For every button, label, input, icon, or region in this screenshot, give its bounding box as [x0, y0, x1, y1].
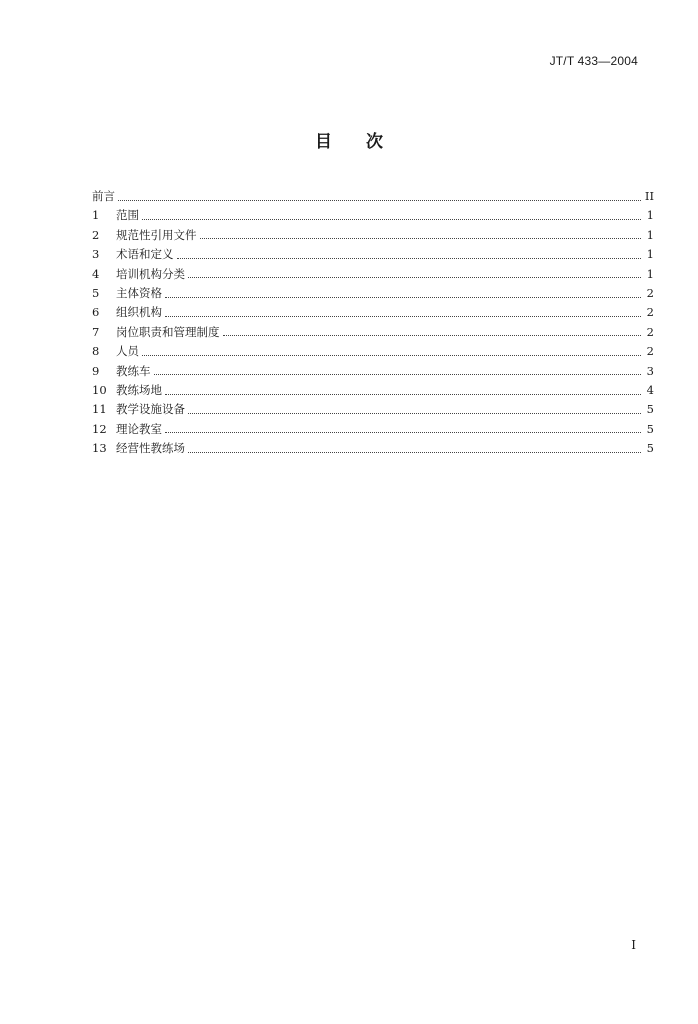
dot-leader	[118, 199, 641, 201]
page-number: I	[631, 938, 636, 952]
toc-entry-page: 1	[646, 266, 654, 281]
toc-entry-number: 13	[92, 441, 107, 456]
toc-entry-label: 经营性教练场	[116, 441, 185, 456]
toc-entry-label: 规范性引用文件	[116, 227, 197, 242]
toc-entry-1[interactable]	[92, 206, 654, 225]
toc-entry-number: 9	[92, 363, 100, 378]
toc-entry-number: 6	[92, 305, 100, 320]
toc-entry-page: 5	[646, 441, 654, 456]
toc-entry-page: 5	[646, 402, 654, 417]
dot-leader	[165, 296, 641, 298]
toc-entry-number: 10	[92, 382, 107, 397]
page-title	[0, 127, 698, 152]
toc-entry-number: 4	[92, 266, 100, 281]
toc-entry-number: 11	[92, 402, 107, 417]
dot-leader	[177, 257, 642, 259]
dot-leader	[154, 373, 642, 375]
dot-leader	[188, 451, 641, 453]
toc-entry-page: 2	[646, 305, 654, 320]
title-part-1: 目	[315, 132, 332, 152]
toc-entry-number: 7	[92, 324, 100, 339]
toc-entry-6[interactable]	[92, 303, 654, 322]
toc-entry-13[interactable]	[92, 439, 654, 458]
toc-entry-page: 5	[646, 421, 654, 436]
toc-entry-label: 主体资格	[116, 285, 162, 300]
toc-entry-page: 2	[646, 285, 654, 300]
toc-entry-label: 教学设施设备	[116, 402, 185, 417]
dot-leader	[142, 354, 641, 356]
toc-entry-page: 3	[646, 363, 654, 378]
toc-entry-number: 8	[92, 344, 100, 359]
dot-leader	[165, 393, 641, 395]
toc-entry-page: II	[644, 189, 654, 203]
title-part-2: 次	[366, 132, 383, 152]
toc-entry-foreword[interactable]	[92, 187, 654, 206]
toc-entry-3[interactable]	[92, 245, 654, 264]
toc-entry-number: 1	[92, 208, 100, 223]
toc-entry-4[interactable]	[92, 265, 654, 284]
dot-leader	[200, 237, 642, 239]
toc-entry-label: 前言	[92, 189, 115, 203]
toc-entry-10[interactable]	[92, 381, 654, 400]
toc-entry-label: 人员	[116, 344, 139, 359]
dot-leader	[188, 412, 641, 414]
toc-entry-page: 1	[646, 247, 654, 262]
toc-entry-12[interactable]	[92, 420, 654, 439]
toc-entry-page: 4	[646, 382, 654, 397]
toc-entry-label: 理论教室	[116, 421, 162, 436]
toc-entry-label: 教练场地	[116, 382, 162, 397]
toc-entry-number: 12	[92, 421, 107, 436]
dot-leader	[165, 315, 641, 317]
toc-entry-11[interactable]	[92, 400, 654, 419]
toc-entry-page: 2	[646, 344, 654, 359]
table-of-contents	[92, 187, 654, 458]
dot-leader	[223, 334, 642, 336]
toc-entry-page: 2	[646, 324, 654, 339]
document-code: JT/T 433—2004	[549, 54, 638, 68]
toc-entry-2[interactable]	[92, 226, 654, 245]
toc-entry-label: 范围	[116, 208, 139, 223]
toc-entry-9[interactable]	[92, 362, 654, 381]
toc-entry-7[interactable]	[92, 323, 654, 342]
toc-entry-number: 5	[92, 285, 100, 300]
dot-leader	[188, 276, 641, 278]
toc-entry-label: 术语和定义	[116, 247, 174, 262]
toc-entry-page: 1	[646, 208, 654, 223]
toc-entry-number: 3	[92, 247, 100, 262]
dot-leader	[165, 431, 641, 433]
toc-entry-page: 1	[646, 227, 654, 242]
toc-entry-8[interactable]	[92, 342, 654, 361]
toc-entry-label: 岗位职责和管理制度	[116, 324, 220, 339]
dot-leader	[142, 218, 641, 220]
toc-entry-label: 教练车	[116, 363, 151, 378]
toc-entry-number: 2	[92, 227, 100, 242]
toc-entry-5[interactable]	[92, 284, 654, 303]
toc-entry-label: 培训机构分类	[116, 266, 185, 281]
toc-entry-label: 组织机构	[116, 305, 162, 320]
